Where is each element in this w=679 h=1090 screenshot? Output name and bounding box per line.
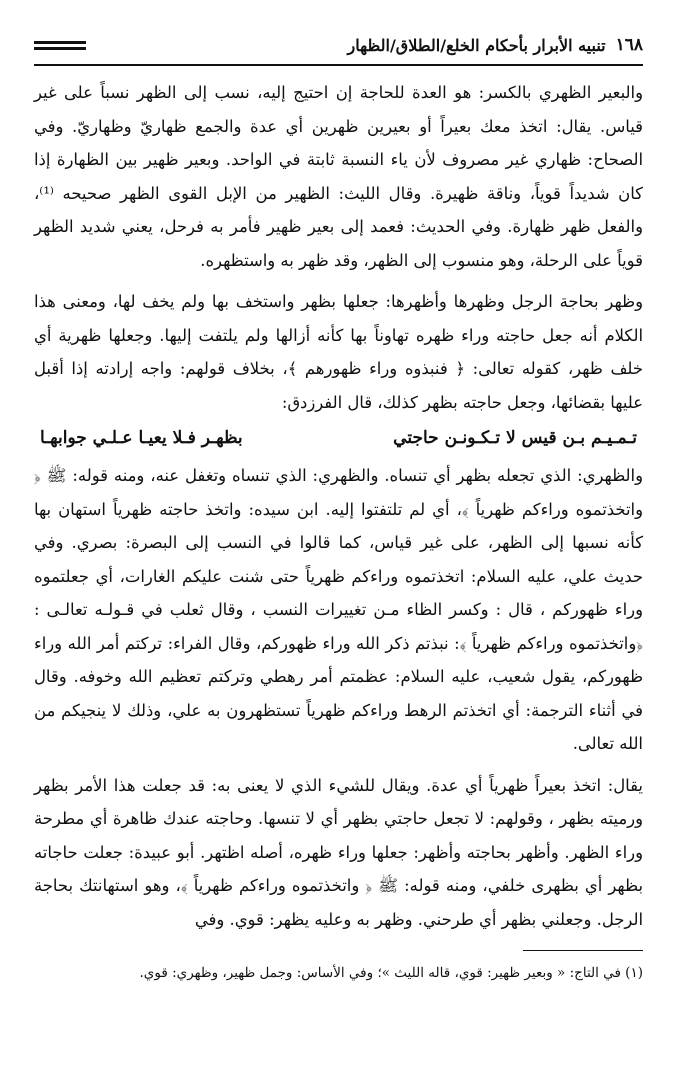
footnote: (١) في التاج: « وبعير ظهير: قوي، قاله الليث »؛ وفي الأساس: وجمل ظهير، وظهري: قوي. bbox=[139, 965, 643, 981]
page-number: ١٦٨ bbox=[615, 35, 643, 55]
paragraph-4: يقال: اتخذ بعيراً ظهرياً أي عدة. ويقال للشيء الذي لا يعنى به: قد جعلت هذا الأمر بظهر ورميته بظهر ، وقولهم: لا تجعل حاجتي بظهر أي لا تنسها. وحاجته عندك ظاهرة أي مطرحة وراء الظهر. وأظهر بحاجته وأظهر: جعلها وراء ظهره، أصله اظتهر. أبو عبيدة: جعلت حاجاته بظهر أي بظهرى خلفي، ومنه قوله: ﷺ ﴿ واتخذتموه وراءكم ظهرياً ﴾، وهو استهانتك بحاجة الرجل. وجعلني بظهر أي طرحني. وظهر به وعليه يظهر: قوي. وفي bbox=[34, 775, 643, 929]
paragraph-3: والظهري: الذي تجعله بظهر أي تنساه. والظهري: الذي تنساه وتغفل عنه، ومنه قوله: ﷺ ﴿ واتخذتموه وراءكم ظهرياً ﴾، أي لم تلتفتوا إليه. ابن سيده: واتخذ حاجته ظهرياً استهان بها كأنه نسبها إلى الظهر، على غير قياس، كما قالوا في النسب إلى البصرة: بصري. وفي حديث علي، عليه السلام: اتخذتموه وراءكم ظهرياً حتى شنت عليكم الغارات، أي جعلتموه وراء ظهوركم ، قال : وكسر الظاء مـن تغييرات النسب ، وقال ثعلب في قـولـه تعالـى : ﴿واتخذتموه وراءكم ظهرياً ﴾: نبذتم ذكر الله وراء ظهوركم، وقال الفراء: تركتم أمر الله وراء ظهوركم، يقول شعيب، عليه السلام: عظمتم أمر رهطي وتركتم تعظيم الله وخوفه. وقال في أثناء الترجمة: أي اتخذتم الرهط وراءكم ظهرياً تستظهرون به علي، وذلك لا ينجيكم من الله تعالى. bbox=[34, 466, 643, 753]
paragraph-2: وظهر بحاجة الرجل وظهرها وأظهرها: جعلها بظهر واستخف بها ولم يخف لها، ومعنى هذا الكلام أنه جعل حاجته وراء ظهره تهاوناً بها كأنه أزالها ولم يلتفت إليها. وجعلها ظهرية أي خلف ظهر، كقوله تعالى: ﴿ فنبذوه وراء ظهورهم ﴾، بخلاف قولهم: واجه إرادته إذا أقبل عليها بقضائها، وجعل حاجته بظهر كذلك، قال الفرزدق: bbox=[34, 292, 643, 412]
poem-hemistich-left: بظهـر فـلا يعيـا عـلـي جوابهـا bbox=[40, 428, 243, 448]
footnote-rule bbox=[523, 950, 643, 951]
running-header bbox=[34, 30, 643, 60]
poem-verse bbox=[34, 419, 643, 459]
poem-hemistich-right: تـمـيـم بـن قيس لا تـكـونـن حاجتي bbox=[393, 428, 637, 448]
running-title: تنبيه الأبرار بأحكام الخلع/الطلاق/الظهار bbox=[347, 35, 606, 55]
header-rule bbox=[34, 64, 643, 66]
paragraph-1: والبعير الظهري بالكسر: هو العدة للحاجة إن احتيج إليه، نسب إلى الظهر نسباً على غير قياس. يقال: اتخذ معك بعيراً أو بعيرين ظهرين أي عدة والجمع ظهاريّ وظهاريّ. وفي الصحاح: ظهاري غير مصروف لأن ياء النسبة ثابتة في الواحد. وبعير ظهير بين الظهارة إذا كان شديداً قوياً، وناقة ظهيرة. وقال الليث: الظهير من الإبل القوى الظهر صحيحه ⁽¹⁾، والفعل ظهر ظهارة. وفي الحديث: فعمد إلى بعير ظهير فأمر به فرحل، يعني شديد الظهر قوياً على الرحلة، وهو منسوب إلى الظهر، وقد ظهر به واستظهره. bbox=[34, 83, 643, 270]
header-ornament bbox=[34, 41, 86, 50]
